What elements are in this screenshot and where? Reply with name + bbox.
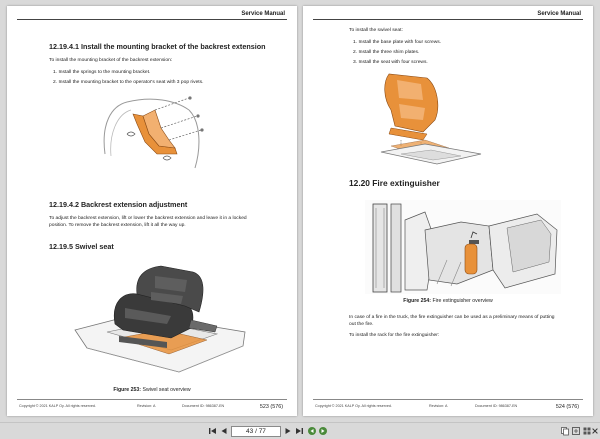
first-page-icon[interactable] bbox=[208, 426, 218, 436]
footer-document-id: Document ID: 986387-EN bbox=[182, 404, 225, 408]
paragraph: To install the swivel seat: bbox=[349, 28, 403, 33]
footer-revision: Revision: A bbox=[137, 404, 156, 408]
footer-revision: Revision: A bbox=[429, 404, 448, 408]
header-divider bbox=[313, 19, 583, 20]
paragraph: To install the mounting bracket of the backrest extension: bbox=[49, 58, 173, 63]
swivel-seat-figure bbox=[67, 262, 247, 380]
page-number: 523 (576) bbox=[259, 404, 283, 410]
forward-icon[interactable] bbox=[318, 426, 328, 436]
last-page-icon[interactable] bbox=[294, 426, 304, 436]
next-page-icon[interactable] bbox=[283, 426, 293, 436]
figure-label: Figure 253: bbox=[113, 387, 142, 393]
close-icon[interactable] bbox=[591, 426, 599, 436]
swivel-seat-install-figure bbox=[361, 70, 491, 166]
backrest-bracket-figure bbox=[97, 94, 207, 176]
viewer-toolbar bbox=[0, 422, 600, 439]
fit-page-icon[interactable] bbox=[571, 426, 581, 436]
document-page-right bbox=[303, 6, 593, 416]
figure-caption bbox=[303, 298, 593, 304]
list-item: 1. Install the springs to the mounting bracket. bbox=[53, 70, 151, 75]
fire-extinguisher-figure bbox=[365, 200, 561, 294]
paragraph: In case of a fire in the truck, the fire extinguisher can be used as a preliminary means of putting bbox=[349, 315, 555, 320]
list-item: 3. Install the seat with four screws. bbox=[353, 60, 428, 65]
document-page-left bbox=[7, 6, 297, 416]
section-title: 12.19.4.1 Install the mounting bracket of the backrest extension bbox=[49, 42, 266, 51]
footer-document-id: Document ID: 986387-EN bbox=[475, 404, 518, 408]
paragraph: To install the rack for the fire extinguisher: bbox=[349, 333, 440, 338]
paragraph: out the fire. bbox=[349, 322, 374, 327]
list-item: 2. Install the three shim plates. bbox=[353, 50, 420, 55]
figure-caption-text: Fire extinguisher overview bbox=[432, 298, 493, 304]
paragraph: position. To remove the backrest extension, lift it all the way up. bbox=[49, 223, 186, 228]
section-title: 12.19.4.2 Backrest extension adjustment bbox=[49, 200, 188, 209]
page-header: Service Manual bbox=[537, 11, 581, 17]
footer-copyright: Copyright © 2021 KALP Oy. All rights reserved. bbox=[19, 404, 96, 408]
list-item: 2. Install the mounting bracket to the operator's seat with 3 pop rivets. bbox=[53, 80, 204, 85]
footer-divider bbox=[313, 399, 583, 400]
header-divider bbox=[17, 19, 287, 20]
list-item: 1. Install the base plate with four screws. bbox=[353, 40, 442, 45]
figure-caption bbox=[7, 387, 297, 393]
footer-divider bbox=[17, 399, 287, 400]
page-number-input[interactable]: 43 / 77 bbox=[231, 426, 281, 437]
footer-copyright: Copyright © 2021 KALP Oy. All rights reserved. bbox=[315, 404, 392, 408]
page-number: 524 (576) bbox=[555, 404, 579, 410]
paragraph: To adjust the backrest extension, lift or lower the backrest extension and leave it in a locked bbox=[49, 216, 247, 221]
back-icon[interactable] bbox=[307, 426, 317, 436]
section-title: 12.20 Fire extinguisher bbox=[349, 178, 440, 188]
figure-label: Figure 254: bbox=[403, 298, 431, 304]
copy-icon[interactable] bbox=[560, 426, 570, 436]
section-title: 12.19.5 Swivel seat bbox=[49, 242, 114, 251]
previous-page-icon[interactable] bbox=[219, 426, 229, 436]
figure-caption-text: Swivel seat overview bbox=[142, 387, 191, 393]
page-header: Service Manual bbox=[241, 11, 285, 17]
